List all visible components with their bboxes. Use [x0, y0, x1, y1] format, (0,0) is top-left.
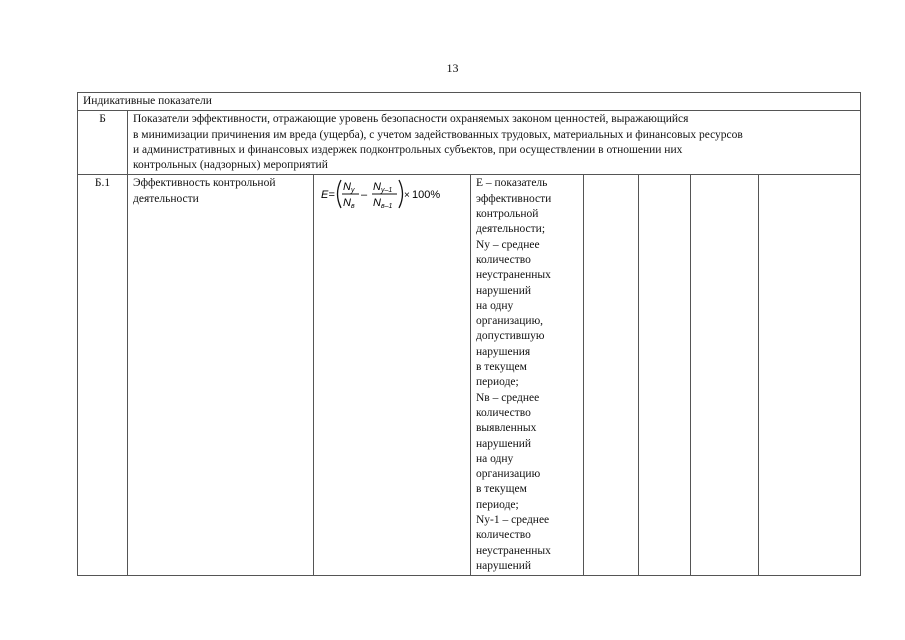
indicator-code: Б.1 [78, 175, 128, 576]
definition-line: эффективности [476, 192, 552, 205]
formula-minus: – [361, 189, 368, 202]
formula-num2: N [373, 181, 381, 194]
indicator-row [78, 175, 861, 576]
indicator-definition [471, 175, 584, 576]
right-paren [399, 180, 403, 208]
definition-line: Nу – среднее [476, 238, 540, 251]
formula-den1-sub: в [351, 203, 355, 211]
empty-cell-1 [584, 175, 639, 576]
definition-line: выявленных [476, 422, 537, 435]
definition-line: количество [476, 406, 531, 419]
formula-times: × [404, 190, 410, 202]
formula-lhs: E= [321, 189, 335, 202]
section-header-row [78, 93, 861, 111]
definition-line: нарушения [476, 345, 531, 358]
definition-line: нарушений [476, 559, 532, 572]
definition-line: деятельности; [476, 223, 546, 236]
group-description [128, 111, 861, 175]
indicators-table [77, 92, 861, 576]
page-number: 13 [446, 61, 459, 75]
definition-line: периоде; [476, 498, 519, 511]
empty-cell-3 [691, 175, 759, 576]
definition-line: на одну [476, 299, 514, 312]
definition-line: организацию [476, 468, 541, 481]
group-description-line: контрольных (надзорных) мероприятий [133, 159, 328, 172]
formula-den2: N [373, 197, 381, 210]
definition-line: в текущем [476, 361, 527, 374]
group-description-line: и административных и финансовых издержек подконтрольных субъектов, при осуществлении в отношении них [133, 143, 683, 156]
definition-line: периоде; [476, 376, 519, 389]
formula-graphic [319, 176, 464, 212]
formula-num2-sub: y–1 [381, 187, 393, 195]
definition-line: контрольной [476, 208, 539, 221]
left-paren [338, 180, 342, 208]
definition-line: Nв – среднее [476, 391, 540, 404]
indicator-name-line: деятельности [133, 192, 199, 205]
indicator-definition-lines [476, 176, 578, 574]
definition-line: в текущем [476, 483, 527, 496]
definition-line: нарушений [476, 437, 532, 450]
indicator-name-lines [133, 176, 308, 207]
empty-cell-4 [759, 175, 861, 576]
definition-line: допустившую [476, 330, 545, 343]
indicator-formula [314, 175, 471, 576]
definition-line: организацию, [476, 315, 544, 328]
formula-num1: N [343, 181, 351, 194]
formula-num1-sub: y [351, 187, 355, 195]
definition-line: количество [476, 253, 531, 266]
group-code: Б [78, 111, 128, 175]
indicator-name-line: Эффективность контрольной [133, 177, 276, 190]
empty-cell-2 [639, 175, 691, 576]
formula-den2-sub: в–1 [381, 203, 393, 211]
section-header: Индикативные показатели [78, 93, 861, 111]
definition-line: на одну [476, 452, 514, 465]
definition-line: неустраненных [476, 269, 551, 282]
definition-line: неустраненных [476, 544, 551, 557]
group-row [78, 111, 861, 175]
indicator-name [128, 175, 314, 576]
group-description-line: в минимизации причинения им вреда (ущерба), с учетом задействованных трудовых, материальных и финансовых ресурсов [133, 128, 743, 141]
definition-line: Nу-1 – среднее [476, 514, 550, 527]
formula-den1: N [343, 197, 351, 210]
group-description-line: Показатели эффективности, отражающие уровень безопасности охраняемых законом ценностей, выражающийся [133, 113, 689, 126]
definition-line: Е – показатель [476, 177, 548, 190]
group-description-lines [133, 112, 855, 173]
formula-factor: 100% [412, 189, 441, 202]
definition-line: количество [476, 529, 531, 542]
definition-line: нарушений [476, 284, 532, 297]
